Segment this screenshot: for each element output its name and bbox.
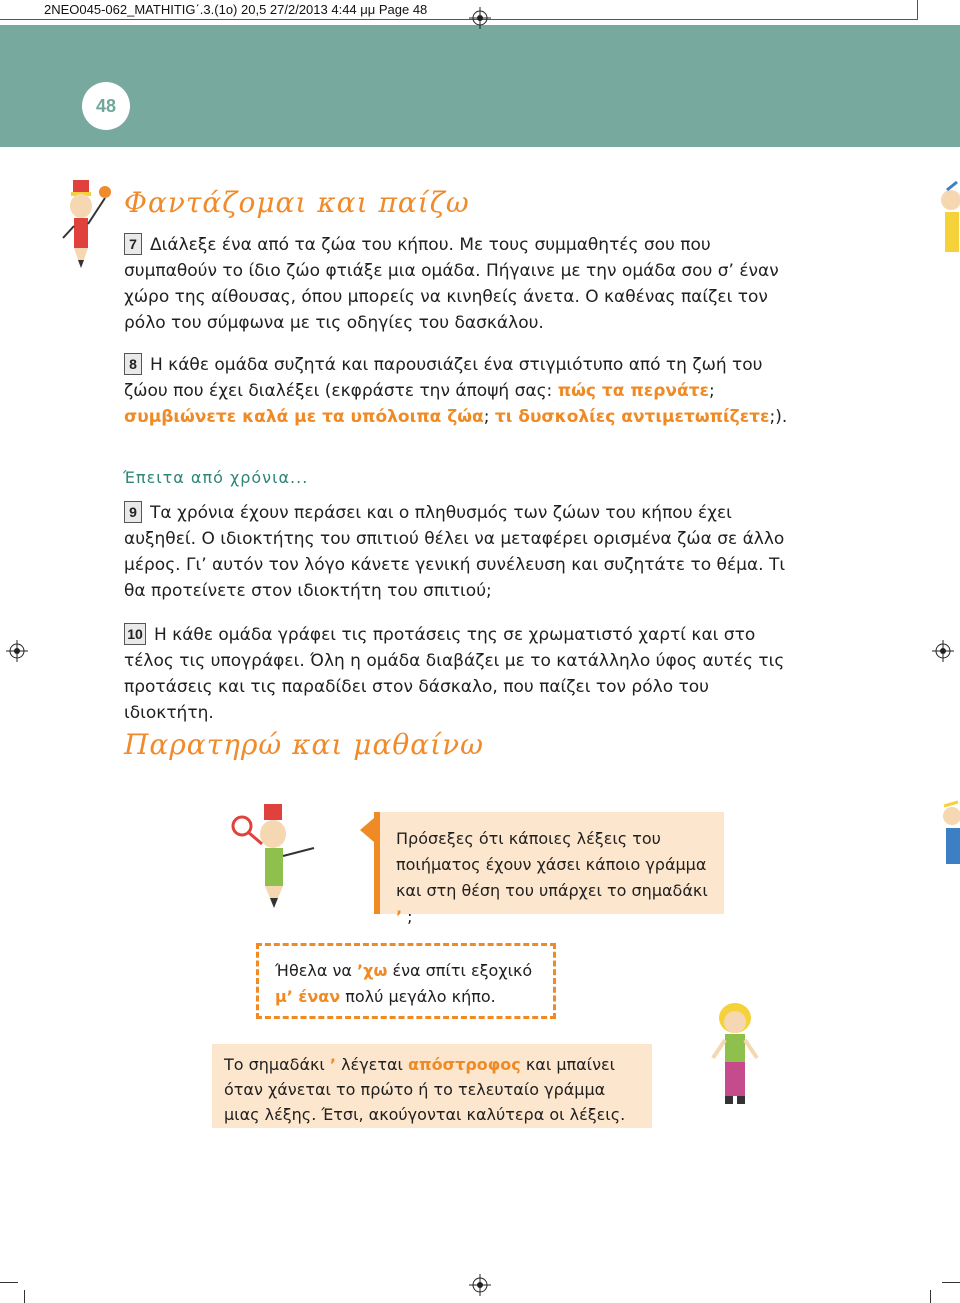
partial-character-illustration — [935, 180, 960, 275]
crop-mark — [942, 1282, 960, 1283]
registration-mark-icon — [469, 7, 491, 29]
registration-mark-icon — [932, 640, 954, 662]
section-title: Φαντάζομαι και παίζω — [124, 186, 470, 219]
highlight-question: τι δυσκολίες αντιμετωπίζετε — [494, 407, 770, 427]
crop-mark — [0, 1282, 18, 1283]
girl-character-illustration — [705, 1000, 765, 1110]
exercise-9 — [124, 500, 794, 604]
apostrophe-mark: ’ — [396, 907, 403, 926]
note-end: ; — [402, 907, 413, 926]
exercise-10 — [124, 622, 794, 726]
print-slug: 2NEO045-062_MATHITIG΄.3.(1o) 20,5 27/2/2013 4:44 μμ Page 48 — [0, 0, 918, 20]
example-line-2: μ’ έναν πολύ μεγάλο κήπο. — [275, 987, 496, 1006]
sub-heading: Έπειτα από χρόνια... — [123, 468, 309, 487]
crop-mark — [24, 1290, 25, 1303]
exercise-text: Η κάθε ομάδα γράφει τις προτάσεις της σε χρωματιστό χαρτί και στο τέλος τις υπογράφει. Όλη η ομάδα διαβάζει με το κατάλληλο ύφος αυτές τις προτάσεις και τις παραδίδει στον δάσκαλο, που παίζει τον ρόλο του ιδιοκτήτη. — [124, 625, 785, 723]
crop-mark — [930, 1290, 931, 1303]
exercise-number: 9 — [124, 501, 142, 523]
exercise-text: Διάλεξε ένα από τα ζώα του κήπου. Με τους συμμαθητές σου που συμπαθούν το ίδιο ζώο φτιάξε μια ομάδα. Πήγαινε με την ομάδα σου σ’ έναν χώρο της αίθουσας, όπου μπορείς να κινηθείς άνετα. Ο καθένας παίζει τον ρόλο του σύμφωνα με τις οδηγίες του δασκάλου. — [124, 235, 779, 333]
exercise-8 — [124, 352, 794, 430]
registration-mark-icon — [6, 640, 28, 662]
pencil-magnifier-character-illustration — [230, 800, 325, 910]
highlight-word: μ’ έναν — [275, 987, 341, 1006]
note-text: Πρόσεξες ότι κάποιες λέξεις του ποιήματος έχουν χάσει κάποιο γράμμα και στη θέση του υπάρχει το σημαδάκι — [396, 829, 708, 900]
separator: ; — [709, 381, 715, 401]
registration-mark-icon — [469, 1274, 491, 1296]
exercise-number: 10 — [124, 623, 146, 645]
definition-box: Το σημαδάκι ’ λέγεται απόστροφος και μπαίνει όταν χάνεται το πρώτο ή το τελευταίο γράμμα μιας λέξης. Έτσι, ακούγονται καλύτερα οι λέξεις. — [212, 1044, 652, 1128]
note-box — [374, 812, 724, 926]
exercise-text-end: ;). — [769, 407, 788, 427]
highlight-question: πώς τα περνάτε — [557, 381, 710, 401]
exercise-number: 7 — [124, 233, 142, 255]
pencil-character-illustration — [55, 178, 121, 274]
exercise-7 — [124, 232, 794, 336]
exercise-text: Τα χρόνια έχουν περάσει και ο πληθυσμός των ζώων του κήπου έχει αυξηθεί. Ο ιδιοκτήτης του σπιτιού θέλει να μεταφέρει ορισμένα ζώα σε άλλο μέρος. Γι’ αυτόν τον λόγο κάνετε γενική συνέλευση και συζητάτε το θέμα. Τι θα προτείνετε στον ιδιοκτήτη του σπιτιού; — [124, 503, 786, 601]
highlight-word: ’χω — [357, 961, 388, 980]
section-title: Παρατηρώ και μαθαίνω — [124, 728, 485, 761]
separator: ; — [483, 407, 495, 427]
term-highlight: απόστροφος — [408, 1055, 521, 1074]
exercise-text: Η κάθε ομάδα συζητά και παρουσιάζει ένα στιγμιότυπο από τη ζωή του ζώου που έχει διαλέξει (εκφράστε την άποψή σας: — [124, 355, 763, 401]
example-line-1: Ήθελα να ’χω ένα σπίτι εξοχικό — [275, 961, 533, 980]
header-band — [0, 25, 960, 147]
page-number: 48 — [82, 82, 130, 130]
example-box — [256, 943, 556, 1019]
highlight-question: συμβιώνετε καλά με τα υπόλοιπα ζώα — [124, 407, 484, 427]
apostrophe-mark: ’ — [329, 1055, 336, 1074]
partial-character-illustration — [940, 800, 960, 890]
exercise-number: 8 — [124, 353, 142, 375]
